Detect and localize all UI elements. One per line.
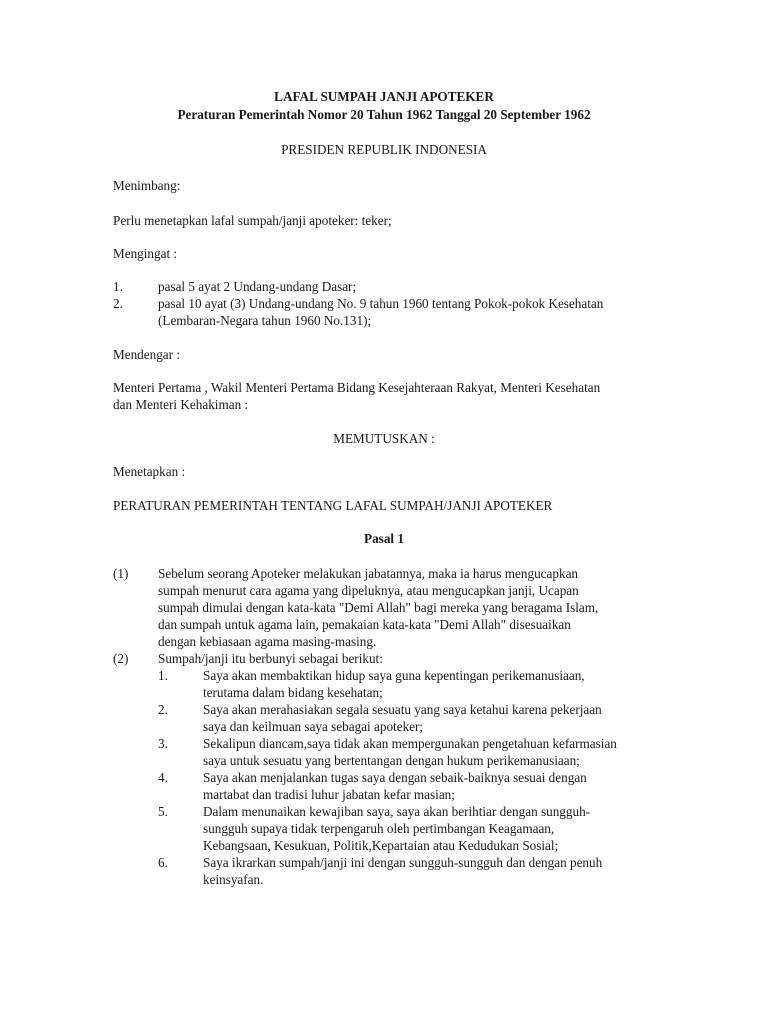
- oath-item-number: 3.: [158, 736, 168, 751]
- oath-item-text: Saya akan menjalankan tugas saya dengan sebaik-baiknya sesuai dengan: [203, 770, 587, 785]
- oath-item-text-continued: sungguh supaya tidak terpengaruh oleh pertimbangan Keagamaan,: [203, 821, 555, 836]
- oath-item-text: Saya ikrarkan sumpah/janji ini dengan sungguh-sungguh dan dengan penuh: [203, 855, 603, 870]
- mengingat-item-number: 1.: [113, 279, 123, 294]
- menimbang-text: Perlu menetapkan lafal sumpah/janji apoteker: teker;: [113, 213, 392, 228]
- oath-item-text: Sekalipun diancam,saya tidak akan mempergunakan pengetahuan kefarmasian: [203, 736, 617, 751]
- mendengar-text: Menteri Pertama , Wakil Menteri Pertama Bidang Kesejahteraan Rakyat, Menteri Kesehatan: [113, 380, 601, 395]
- ayat-text-line: Sebelum seorang Apoteker melakukan jabatannya, maka ia harus mengucapkan: [158, 566, 579, 581]
- mengingat-item-number: 2.: [113, 296, 123, 311]
- oath-item-number: 4.: [158, 770, 168, 785]
- president-heading: PRESIDEN REPUBLIK INDONESIA: [281, 142, 487, 157]
- mengingat-heading: Mengingat :: [113, 246, 178, 261]
- ayat-intro: Sumpah/janji itu berbunyi sebagai berikut:: [158, 651, 383, 666]
- oath-item-text-continued: martabat dan tradisi luhur jabatan kefar masian;: [203, 787, 455, 802]
- document-subtitle: Peraturan Pemerintah Nomor 20 Tahun 1962 Tanggal 20 September 1962: [177, 107, 591, 122]
- ayat-text-line: dengan kebiasaan agama masing-masing.: [158, 634, 377, 649]
- document-title: LAFAL SUMPAH JANJI APOTEKER: [274, 89, 494, 104]
- ayat-text-line: dan sumpah untuk agama lain, pemakaian kata-kata "Demi Allah" disesuaikan: [158, 617, 571, 632]
- ayat-text-line: sumpah dimulai dengan kata-kata "Demi Allah" bagi mereka yang beragama Islam,: [158, 600, 599, 615]
- oath-item-number: 1.: [158, 668, 168, 683]
- oath-item-text-continued: terutama dalam bidang kesehatan;: [203, 685, 383, 700]
- menetapkan-text: PERATURAN PEMERINTAH TENTANG LAFAL SUMPAH/JANJI APOTEKER: [113, 498, 553, 513]
- menetapkan-heading: Menetapkan :: [113, 464, 186, 479]
- memutuskan-heading: MEMUTUSKAN :: [333, 431, 435, 446]
- oath-item-number: 6.: [158, 855, 168, 870]
- oath-item-text: Dalam menunaikan kewajiban saya, saya akan berihtiar dengan sungguh-: [203, 804, 591, 819]
- menimbang-heading: Menimbang:: [113, 178, 181, 193]
- ayat-text-line: sumpah menurut cara agama yang dipeluknya, atau mengucapkan janji, Ucapan: [158, 583, 579, 598]
- mendengar-heading: Mendengar :: [113, 347, 181, 362]
- mengingat-item-text: pasal 5 ayat 2 Undang-undang Dasar;: [158, 279, 357, 294]
- mengingat-item-text: pasal 10 ayat (3) Undang-undang No. 9 tahun 1960 tentang Pokok-pokok Kesehatan: [158, 296, 604, 311]
- oath-item-text-continued: Kebangsaan, Kesukuan, Politik,Kepartaian atau Kedudukan Sosial;: [203, 838, 559, 853]
- mendengar-text-continued: dan Menteri Kehakiman :: [113, 397, 249, 412]
- oath-item-text-continued: saya dan keilmuan saya sebagai apoteker;: [203, 719, 424, 734]
- oath-item-text-continued: keinsyafan.: [203, 872, 264, 887]
- mengingat-item-text-continued: (Lembaran-Negara tahun 1960 No.131);: [158, 313, 372, 328]
- oath-item-text: Saya akan membaktikan hidup saya guna kepentingan perikemanusiaan,: [203, 668, 585, 683]
- oath-item-number: 2.: [158, 702, 168, 717]
- ayat-number: (1): [113, 566, 129, 581]
- pasal-title: Pasal 1: [364, 531, 404, 546]
- oath-item-number: 5.: [158, 804, 168, 819]
- ayat-number: (2): [113, 651, 129, 666]
- oath-item-text-continued: saya untuk sesuatu yang bertentangan dengan hukum perikemanusiaan;: [203, 753, 580, 768]
- oath-item-text: Saya akan merahasiakan segala sesuatu yang saya ketahui karena pekerjaan: [203, 702, 602, 717]
